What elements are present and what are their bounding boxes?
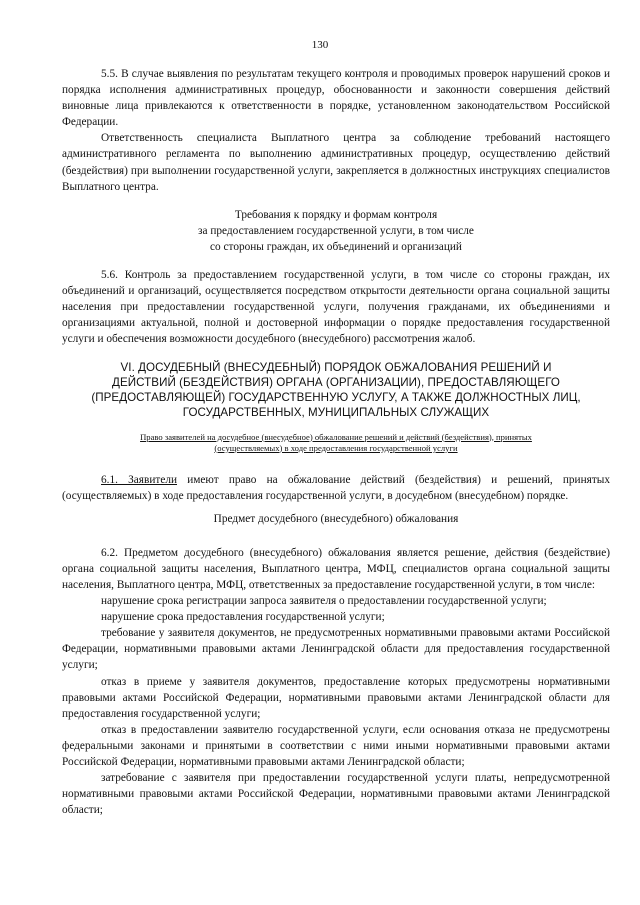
section-heading-line: (ПРЕДОСТАВЛЯЮЩЕЙ) ГОСУДАРСТВЕННУЮ УСЛУГУ, А ТАКЖЕ ДОЛЖНОСТНЫХ ЛИЦ, [91,390,581,404]
paragraph-6-1-underlined: 6.1. Заявители [101,473,178,486]
paragraph-6-1 [62,472,610,504]
section-heading-line: VI. ДОСУДЕБНЫЙ (ВНЕСУДЕБНЫЙ) ПОРЯДОК ОБЖАЛОВАНИЯ РЕШЕНИЙ И [120,360,552,374]
subject-title: Предмет досудебного (внесудебного) обжалования [213,512,459,525]
list-item: нарушение срока регистрации запроса заявителя о предоставлении государственной услуги; [101,595,547,608]
list-item: нарушение срока предоставления государственной услуги; [101,611,385,624]
control-title-line: Требования к порядку и формам контроля [234,208,438,221]
section-heading-line: ГОСУДАРСТВЕННЫХ, МУНИЦИПАЛЬНЫХ СЛУЖАЩИХ [182,405,490,419]
section-heading-line: ДЕЙСТВИЙ (БЕЗДЕЙСТВИЯ) ОРГАНА (ОРГАНИЗАЦИИ), ПРЕДОСТАВЛЯЮЩЕГО [112,375,560,389]
control-requirements-title [62,207,610,255]
paragraph-5-5: 5.5. В случае выявления по результатам текущего контроля и проводимых проверок нарушений сроков и порядка исполнения административных процедур, обоснованности и законности совершения действий виновные лица привлекаются к ответственности в порядке, установленном законодательством Российской Федерации. [62,68,610,129]
list-item: требование у заявителя документов, не предусмотренных нормативными правовыми актами Российской Федерации, нормативными правовыми актами Ленинградской области для предоставления государственной услуги; [62,627,610,672]
paragraph-5-6: 5.6. Контроль за предоставлением государственной услуги, в том числе со стороны граждан, их объединений и организаций, осуществляется посредством открытости деятельности органа социальной защиты населения при предоставлении государственной услуги, получения гражданами, их объединениями и организациями актуальной, полной и достоверной информации о порядке предоставления государственной услуги и обеспечения возможности досудебного (внесудебного) рассмотрения жалоб. [62,269,610,346]
violations-list [62,593,610,818]
list-item: отказ в предоставлении заявителю государственной услуги, если основания отказа не предусмотрены федеральными законами и принятыми в соответствии с ними иными нормативными правовыми актами Российской Федерации, нормативными правовыми актами Ленинградской области; [62,723,610,768]
paragraph-6-2: 6.2. Предметом досудебного (внесудебного) обжалования является решение, действия (бездействие) органа социальной защиты населения, Выплатного центра, МФЦ, специалистов органа социальной защиты населения, Выплатного центра, МФЦ, ответственных за предоставление государственной услуги, в том числе: [62,546,610,591]
document-body [62,66,610,818]
rights-subtitle [62,432,610,454]
paragraph-6-1-text: имеют право на обжалование действий (бездействия) и решений, принятых (осуществляемых) в ходе предоставления государственной услуги, в досудебном (внесудебном) порядке. [62,473,610,502]
section-vi-heading [62,360,610,420]
page-number: 130 [311,39,329,51]
paragraph-responsibility: Ответственность специалиста Выплатного центра за соблюдение требований настоящего административного регламента по выполнению административных процедур, осуществлению действий (бездействия) при выполнении государственной услуги, закрепляется в должностных инструкциях специалистов Выплатного центра. [62,132,610,193]
list-item: отказ в приеме у заявителя документов, предоставление которых предусмотрены нормативными правовыми актами Российской Федерации, нормативными правовыми актами Ленинградской области для предоставления государственной услуги; [62,675,610,720]
list-item: затребование с заявителя при предоставлении государственной услуги платы, непредусмотренной нормативными правовыми актами Российской Федерации, нормативными правовыми актами Ленинградской области; [62,772,610,817]
control-title-line: со стороны граждан, их объединений и организаций [210,240,462,253]
rights-subtitle-line: (осуществляемых) в ходе предоставления государственной услуги [214,442,458,453]
rights-subtitle-line: Право заявителей на досудебное (внесудебное) обжалование решений и действий (бездействия), принятых [140,431,532,442]
control-title-line: за предоставлением государственной услуги, в том числе [198,224,474,237]
